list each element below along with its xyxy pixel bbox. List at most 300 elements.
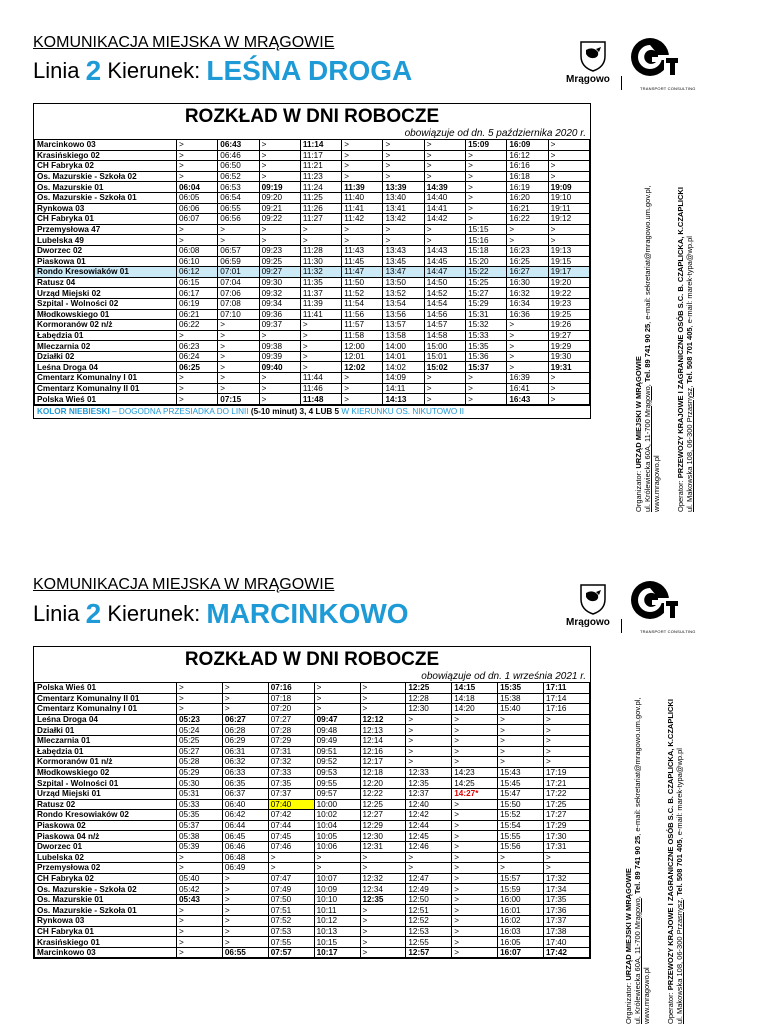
departure-time-cell: > <box>360 926 406 937</box>
departure-time-cell: 10:00 <box>314 799 360 810</box>
table-row <box>35 277 590 288</box>
departure-time-cell: > <box>300 330 341 341</box>
departure-time-cell: 06:28 <box>222 725 268 736</box>
departure-time-cell: 15:16 <box>466 235 507 246</box>
operator-info-line1 <box>666 699 675 1024</box>
stop-name-cell: Marcinkowo 03 <box>35 140 177 151</box>
departure-time-cell: 07:49 <box>268 884 314 895</box>
departure-time-cell: 12:25 <box>360 799 406 810</box>
departure-time-cell: > <box>383 150 424 161</box>
departure-time-cell: 11:28 <box>300 245 341 256</box>
departure-time-cell: > <box>342 161 383 172</box>
departure-time-cell: 10:12 <box>314 916 360 927</box>
departure-time-cell: 16:16 <box>507 161 548 172</box>
departure-time-cell: 09:40 <box>259 362 300 373</box>
departure-time-cell: 06:31 <box>222 746 268 757</box>
timetable-title: ROZKŁAD W DNI ROBOCZE <box>184 649 440 670</box>
departure-time-cell: > <box>507 330 548 341</box>
departure-time-cell: 14:43 <box>424 245 465 256</box>
departure-time-cell: > <box>406 757 452 768</box>
timetable-section-marcinkowo <box>0 566 768 1026</box>
departure-time-cell: 12:57 <box>406 947 452 958</box>
departure-time-cell: > <box>406 725 452 736</box>
stop-name-cell: CH Fabryka 02 <box>35 873 177 884</box>
departure-time-cell: 06:23 <box>177 341 218 352</box>
departure-time-cell: 12:14 <box>360 735 406 746</box>
stop-name-cell: CH Fabryka 02 <box>35 161 177 172</box>
departure-time-cell: 06:24 <box>177 351 218 362</box>
departure-time-cell: > <box>424 161 465 172</box>
departure-time-cell: 14:09 <box>383 373 424 384</box>
timetable-grid <box>34 682 590 958</box>
table-row <box>35 788 590 799</box>
departure-time-cell: 13:45 <box>383 256 424 267</box>
mragowo-crest-icon <box>578 583 608 615</box>
departure-time-cell: > <box>259 235 300 246</box>
departure-time-cell: > <box>466 150 507 161</box>
departure-time-cell: 12:01 <box>342 351 383 362</box>
departure-time-cell: 07:15 <box>218 394 259 405</box>
departure-time-cell: 19:22 <box>548 288 589 299</box>
departure-time-cell: 06:21 <box>177 309 218 320</box>
departure-time-cell: 16:23 <box>507 245 548 256</box>
stop-name-cell: Kormoranów 02 n/ż <box>35 320 177 331</box>
departure-time-cell: 07:46 <box>268 841 314 852</box>
departure-time-cell: > <box>544 735 590 746</box>
departure-time-cell: 19:13 <box>548 245 589 256</box>
departure-time-cell: > <box>466 161 507 172</box>
departure-time-cell: 07:27 <box>268 714 314 725</box>
departure-time-cell: 14:02 <box>383 362 424 373</box>
departure-time-cell: 10:13 <box>314 926 360 937</box>
departure-time-cell: > <box>466 373 507 384</box>
stop-name-cell: Piaskowa 02 <box>35 820 177 831</box>
departure-time-cell: > <box>360 704 406 715</box>
departure-time-cell: > <box>222 894 268 905</box>
departure-time-cell: > <box>177 852 223 863</box>
departure-time-cell: 09:19 <box>259 182 300 193</box>
departure-time-cell: > <box>177 916 223 927</box>
departure-time-cell: > <box>548 394 589 405</box>
departure-time-cell: 17:27 <box>544 810 590 821</box>
operator-info-line2: ul. Makowska 108, 06-300 Przasnysz, Tel. 508 701 405, e-mail: marek-typa@wp.pl <box>685 236 694 512</box>
stop-name-cell: Szpital - Wolności 02 <box>35 298 177 309</box>
stop-name-cell: Ratusz 04 <box>35 277 177 288</box>
mragowo-logo-text: Mrągowo <box>566 617 610 628</box>
departure-time-cell: > <box>314 683 360 694</box>
departure-time-cell: 06:29 <box>222 735 268 746</box>
table-row <box>35 288 590 299</box>
stop-name-cell: Dworzec 01 <box>35 841 177 852</box>
departure-time-cell: 17:11 <box>544 683 590 694</box>
departure-time-cell: 06:32 <box>222 757 268 768</box>
departure-time-cell: 15:20 <box>466 256 507 267</box>
table-row <box>35 330 590 341</box>
stop-name-cell: Polska Wieś 01 <box>35 394 177 405</box>
departure-time-cell: 15:15 <box>466 224 507 235</box>
departure-time-cell: 11:24 <box>300 182 341 193</box>
departure-time-cell: 14:25 <box>452 778 498 789</box>
departure-time-cell: > <box>342 383 383 394</box>
departure-time-cell: > <box>507 341 548 352</box>
departure-time-cell: > <box>300 235 341 246</box>
departure-time-cell: > <box>222 884 268 895</box>
line-number: 2 <box>85 55 102 86</box>
departure-time-cell: > <box>452 916 498 927</box>
departure-time-cell: 06:45 <box>222 831 268 842</box>
departure-time-cell: 06:52 <box>218 171 259 182</box>
departure-time-cell: 16:32 <box>507 288 548 299</box>
departure-time-cell: 09:48 <box>314 725 360 736</box>
departure-time-cell: 17:16 <box>544 704 590 715</box>
gt-consulting-logo-icon <box>628 35 678 87</box>
departure-time-cell: > <box>548 383 589 394</box>
departure-time-cell: 05:27 <box>177 746 223 757</box>
departure-time-cell: 17:25 <box>544 799 590 810</box>
departure-time-cell: 05:40 <box>177 873 223 884</box>
departure-time-cell: > <box>544 852 590 863</box>
table-row <box>35 767 590 778</box>
departure-time-cell: 14:54 <box>424 298 465 309</box>
stop-name-cell: Działki 02 <box>35 351 177 362</box>
departure-time-cell: > <box>452 820 498 831</box>
departure-time-cell: 06:25 <box>177 362 218 373</box>
departure-time-cell: > <box>218 383 259 394</box>
departure-time-cell: 12:28 <box>406 693 452 704</box>
organizer-info-line1 <box>624 868 633 1024</box>
departure-time-cell: 14:18 <box>452 693 498 704</box>
departure-time-cell: 16:03 <box>498 926 544 937</box>
gt-consulting-logo-icon <box>628 578 678 630</box>
table-row <box>35 683 590 694</box>
departure-time-cell: > <box>222 704 268 715</box>
departure-time-cell: 07:51 <box>268 905 314 916</box>
departure-time-cell: 11:41 <box>342 203 383 214</box>
departure-time-cell: > <box>452 831 498 842</box>
departure-time-cell: > <box>342 171 383 182</box>
departure-time-cell: > <box>177 704 223 715</box>
departure-time-cell: > <box>452 947 498 958</box>
departure-time-cell: 09:47 <box>314 714 360 725</box>
departure-time-cell: > <box>424 140 465 151</box>
departure-time-cell: 13:50 <box>383 277 424 288</box>
departure-time-cell: 16:07 <box>498 947 544 958</box>
departure-time-cell: 09:27 <box>259 267 300 278</box>
departure-time-cell: 16:41 <box>507 383 548 394</box>
stop-name-cell: Piaskowa 01 <box>35 256 177 267</box>
departure-time-cell: > <box>259 161 300 172</box>
departure-time-cell: 12:22 <box>360 788 406 799</box>
departure-time-cell: 11:41 <box>300 309 341 320</box>
departure-time-cell: > <box>498 725 544 736</box>
departure-time-cell: > <box>177 171 218 182</box>
departure-time-cell: > <box>218 330 259 341</box>
departure-time-cell: > <box>498 757 544 768</box>
departure-time-cell: 19:30 <box>548 351 589 362</box>
departure-time-cell: 06:19 <box>177 298 218 309</box>
departure-time-cell: 12:44 <box>406 820 452 831</box>
departure-time-cell: 09:37 <box>259 320 300 331</box>
departure-time-cell: 16:30 <box>507 277 548 288</box>
departure-time-cell: 09:21 <box>259 203 300 214</box>
departure-time-cell: > <box>342 140 383 151</box>
table-row <box>35 735 590 746</box>
line-word: Linia <box>33 58 80 83</box>
departure-time-cell: 05:37 <box>177 820 223 831</box>
departure-time-cell: > <box>222 926 268 937</box>
direction-name: MARCINKOWO <box>206 598 409 629</box>
table-row <box>35 171 590 182</box>
departure-time-cell: > <box>222 905 268 916</box>
departure-time-cell: 06:40 <box>222 799 268 810</box>
departure-time-cell: 15:25 <box>466 277 507 288</box>
departure-time-cell: 19:29 <box>548 341 589 352</box>
departure-time-cell: 11:17 <box>300 150 341 161</box>
departure-time-cell: 10:17 <box>314 947 360 958</box>
departure-time-cell: 15:50 <box>498 799 544 810</box>
departure-time-cell: 05:25 <box>177 735 223 746</box>
departure-time-cell: 12:13 <box>360 725 406 736</box>
departure-time-cell: 13:57 <box>383 320 424 331</box>
departure-time-cell: > <box>360 916 406 927</box>
departure-time-cell: 09:53 <box>314 767 360 778</box>
departure-time-cell: > <box>222 683 268 694</box>
departure-time-cell: 12:35 <box>406 778 452 789</box>
departure-time-cell: > <box>259 171 300 182</box>
transfer-note-text-c: W KIERUNKU OS. NIKUTOWO II <box>339 406 465 416</box>
departure-time-cell: 19:27 <box>548 330 589 341</box>
stop-name-cell: Przemysłowa 02 <box>35 863 177 874</box>
table-row <box>35 362 590 373</box>
table-row <box>35 224 590 235</box>
departure-time-cell: > <box>424 383 465 394</box>
departure-time-cell: 10:15 <box>314 937 360 948</box>
departure-time-cell: 15:47 <box>498 788 544 799</box>
departure-time-cell: 11:39 <box>342 182 383 193</box>
departure-time-cell: 15:59 <box>498 884 544 895</box>
departure-time-cell: > <box>548 171 589 182</box>
departure-time-cell: 15:54 <box>498 820 544 831</box>
departure-time-cell: 11:43 <box>342 245 383 256</box>
departure-time-cell: 17:22 <box>544 788 590 799</box>
departure-time-cell: 11:54 <box>342 298 383 309</box>
departure-time-cell: 15:00 <box>424 341 465 352</box>
departure-time-cell: > <box>218 341 259 352</box>
stop-name-cell: Krasińskiego 01 <box>35 937 177 948</box>
departure-time-cell: 09:20 <box>259 192 300 203</box>
departure-time-cell: 16:19 <box>507 182 548 193</box>
departure-time-cell: > <box>218 235 259 246</box>
departure-time-cell: 09:22 <box>259 214 300 225</box>
table-row <box>35 320 590 331</box>
departure-time-cell: 07:55 <box>268 937 314 948</box>
departure-time-cell: 09:39 <box>259 351 300 362</box>
departure-time-cell: 17:14 <box>544 693 590 704</box>
departure-time-cell: > <box>406 714 452 725</box>
departure-time-cell: 09:36 <box>259 309 300 320</box>
departure-time-cell: 15:29 <box>466 298 507 309</box>
stop-name-cell: Łabędzia 01 <box>35 330 177 341</box>
stop-name-cell: Urząd Miejski 01 <box>35 788 177 799</box>
table-row <box>35 873 590 884</box>
departure-time-cell: > <box>177 330 218 341</box>
departure-time-cell: 15:38 <box>498 693 544 704</box>
departure-time-cell: 11:50 <box>342 277 383 288</box>
stop-name-cell: Leśna Droga 04 <box>35 714 177 725</box>
departure-time-cell: > <box>259 224 300 235</box>
departure-time-cell: > <box>383 224 424 235</box>
table-row <box>35 373 590 384</box>
departure-time-cell: 05:38 <box>177 831 223 842</box>
transfer-note-text-a: – DOGODNA PRZESIADKA DO LINII <box>109 406 251 416</box>
departure-time-cell: > <box>259 150 300 161</box>
departure-time-cell: > <box>360 863 406 874</box>
table-row <box>35 267 590 278</box>
departure-time-cell: 17:40 <box>544 937 590 948</box>
stop-name-cell: CH Fabryka 01 <box>35 214 177 225</box>
departure-time-cell: 11:26 <box>300 203 341 214</box>
departure-time-cell: 14:41 <box>424 203 465 214</box>
departure-time-cell: 10:11 <box>314 905 360 916</box>
departure-time-cell: 15:45 <box>498 778 544 789</box>
departure-time-cell: 14:27* <box>452 788 498 799</box>
departure-time-cell: 17:38 <box>544 926 590 937</box>
departure-time-cell: 16:34 <box>507 298 548 309</box>
departure-time-cell: 15:01 <box>424 351 465 362</box>
table-row <box>35 214 590 225</box>
departure-time-cell: 12:47 <box>406 873 452 884</box>
departure-time-cell: 09:23 <box>259 245 300 256</box>
direction-name: LEŚNA DROGA <box>206 55 413 86</box>
departure-time-cell: > <box>424 224 465 235</box>
operator-info-line1 <box>676 187 685 512</box>
departure-time-cell: 11:21 <box>300 161 341 172</box>
departure-time-cell: > <box>452 894 498 905</box>
departure-time-cell: 15:09 <box>466 140 507 151</box>
departure-time-cell: 07:04 <box>218 277 259 288</box>
departure-time-cell: 07:35 <box>268 778 314 789</box>
departure-time-cell: > <box>218 362 259 373</box>
organizer-name: URZĄD MIEJSKI W MRĄGOWIE <box>624 868 633 981</box>
departure-time-cell: > <box>300 320 341 331</box>
departure-time-cell: 06:54 <box>218 192 259 203</box>
departure-time-cell: 16:00 <box>498 894 544 905</box>
departure-time-cell: 06:43 <box>218 140 259 151</box>
departure-time-cell: 19:11 <box>548 203 589 214</box>
table-row <box>35 746 590 757</box>
table-row <box>35 150 590 161</box>
departure-time-cell: 09:30 <box>259 277 300 288</box>
departure-time-cell: 12:29 <box>360 820 406 831</box>
departure-time-cell: 07:33 <box>268 767 314 778</box>
departure-time-cell: 07:52 <box>268 916 314 927</box>
departure-time-cell: 12:55 <box>406 937 452 948</box>
table-row <box>35 351 590 362</box>
departure-time-cell: 19:10 <box>548 192 589 203</box>
departure-time-cell: 09:25 <box>259 256 300 267</box>
departure-time-cell: 14:40 <box>424 192 465 203</box>
departure-time-cell: 06:50 <box>218 161 259 172</box>
stop-name-cell: Rondo Kresowiaków 02 <box>35 810 177 821</box>
departure-time-cell: > <box>222 693 268 704</box>
table-row <box>35 810 590 821</box>
departure-time-cell: > <box>507 351 548 362</box>
table-row <box>35 926 590 937</box>
stop-name-cell: Ratusz 02 <box>35 799 177 810</box>
departure-time-cell: 19:15 <box>548 256 589 267</box>
table-row <box>35 725 590 736</box>
departure-time-cell: 09:32 <box>259 288 300 299</box>
departure-time-cell: 12:42 <box>406 810 452 821</box>
departure-time-cell: 16:01 <box>498 905 544 916</box>
departure-time-cell: > <box>498 863 544 874</box>
departure-time-cell: 10:07 <box>314 873 360 884</box>
departure-time-cell: 19:26 <box>548 320 589 331</box>
departure-time-cell: > <box>424 373 465 384</box>
departure-time-cell: 11:48 <box>300 394 341 405</box>
departure-time-cell: 17:32 <box>544 873 590 884</box>
departure-time-cell: 15:22 <box>466 267 507 278</box>
departure-time-cell: 06:56 <box>218 214 259 225</box>
departure-time-cell: 15:36 <box>466 351 507 362</box>
departure-time-cell: > <box>424 394 465 405</box>
direction-word: Kierunek: <box>107 58 201 83</box>
transfer-note-lines: (5-10 minut) 3, 4 LUB 5 <box>250 406 340 416</box>
departure-time-cell: > <box>342 150 383 161</box>
departure-time-cell: > <box>300 362 341 373</box>
departure-time-cell: 13:56 <box>383 309 424 320</box>
departure-time-cell: 06:48 <box>222 852 268 863</box>
departure-time-cell: > <box>544 714 590 725</box>
table-row <box>35 161 590 172</box>
departure-time-cell: 19:12 <box>548 214 589 225</box>
organizer-prefix: Organizator: <box>634 470 643 512</box>
departure-time-cell: > <box>218 373 259 384</box>
company-name: KOMUNIKACJA MIEJSKA W MRĄGOWIE <box>33 576 335 593</box>
line-heading <box>33 55 412 87</box>
departure-time-cell: 07:08 <box>218 298 259 309</box>
departure-time-cell: 15:31 <box>466 309 507 320</box>
departure-time-cell: 12:25 <box>406 683 452 694</box>
departure-time-cell: > <box>222 873 268 884</box>
departure-time-cell: > <box>177 905 223 916</box>
departure-time-cell: 07:50 <box>268 894 314 905</box>
departure-time-cell: 14:00 <box>383 341 424 352</box>
departure-time-cell: > <box>452 757 498 768</box>
departure-time-cell: 07:01 <box>218 267 259 278</box>
gt-consulting-text: TRANSPORT CONSULTING <box>640 629 696 634</box>
departure-time-cell: > <box>314 704 360 715</box>
departure-time-cell: > <box>507 224 548 235</box>
departure-time-cell: > <box>507 362 548 373</box>
departure-time-cell: > <box>466 192 507 203</box>
table-row <box>35 256 590 267</box>
stop-name-cell: Mleczarnia 02 <box>35 341 177 352</box>
stop-name-cell: Krasińskiego 02 <box>35 150 177 161</box>
departure-time-cell: > <box>259 373 300 384</box>
departure-time-cell: 15:56 <box>498 841 544 852</box>
departure-time-cell: 14:15 <box>452 683 498 694</box>
departure-time-cell: > <box>452 905 498 916</box>
stop-name-cell: Cmentarz Komunalny I 01 <box>35 704 177 715</box>
departure-time-cell: 15:55 <box>498 831 544 842</box>
table-row <box>35 704 590 715</box>
departure-time-cell: > <box>466 171 507 182</box>
departure-time-cell: > <box>177 235 218 246</box>
timetable <box>33 646 591 959</box>
departure-time-cell: 16:12 <box>507 150 548 161</box>
departure-time-cell: 16:02 <box>498 916 544 927</box>
